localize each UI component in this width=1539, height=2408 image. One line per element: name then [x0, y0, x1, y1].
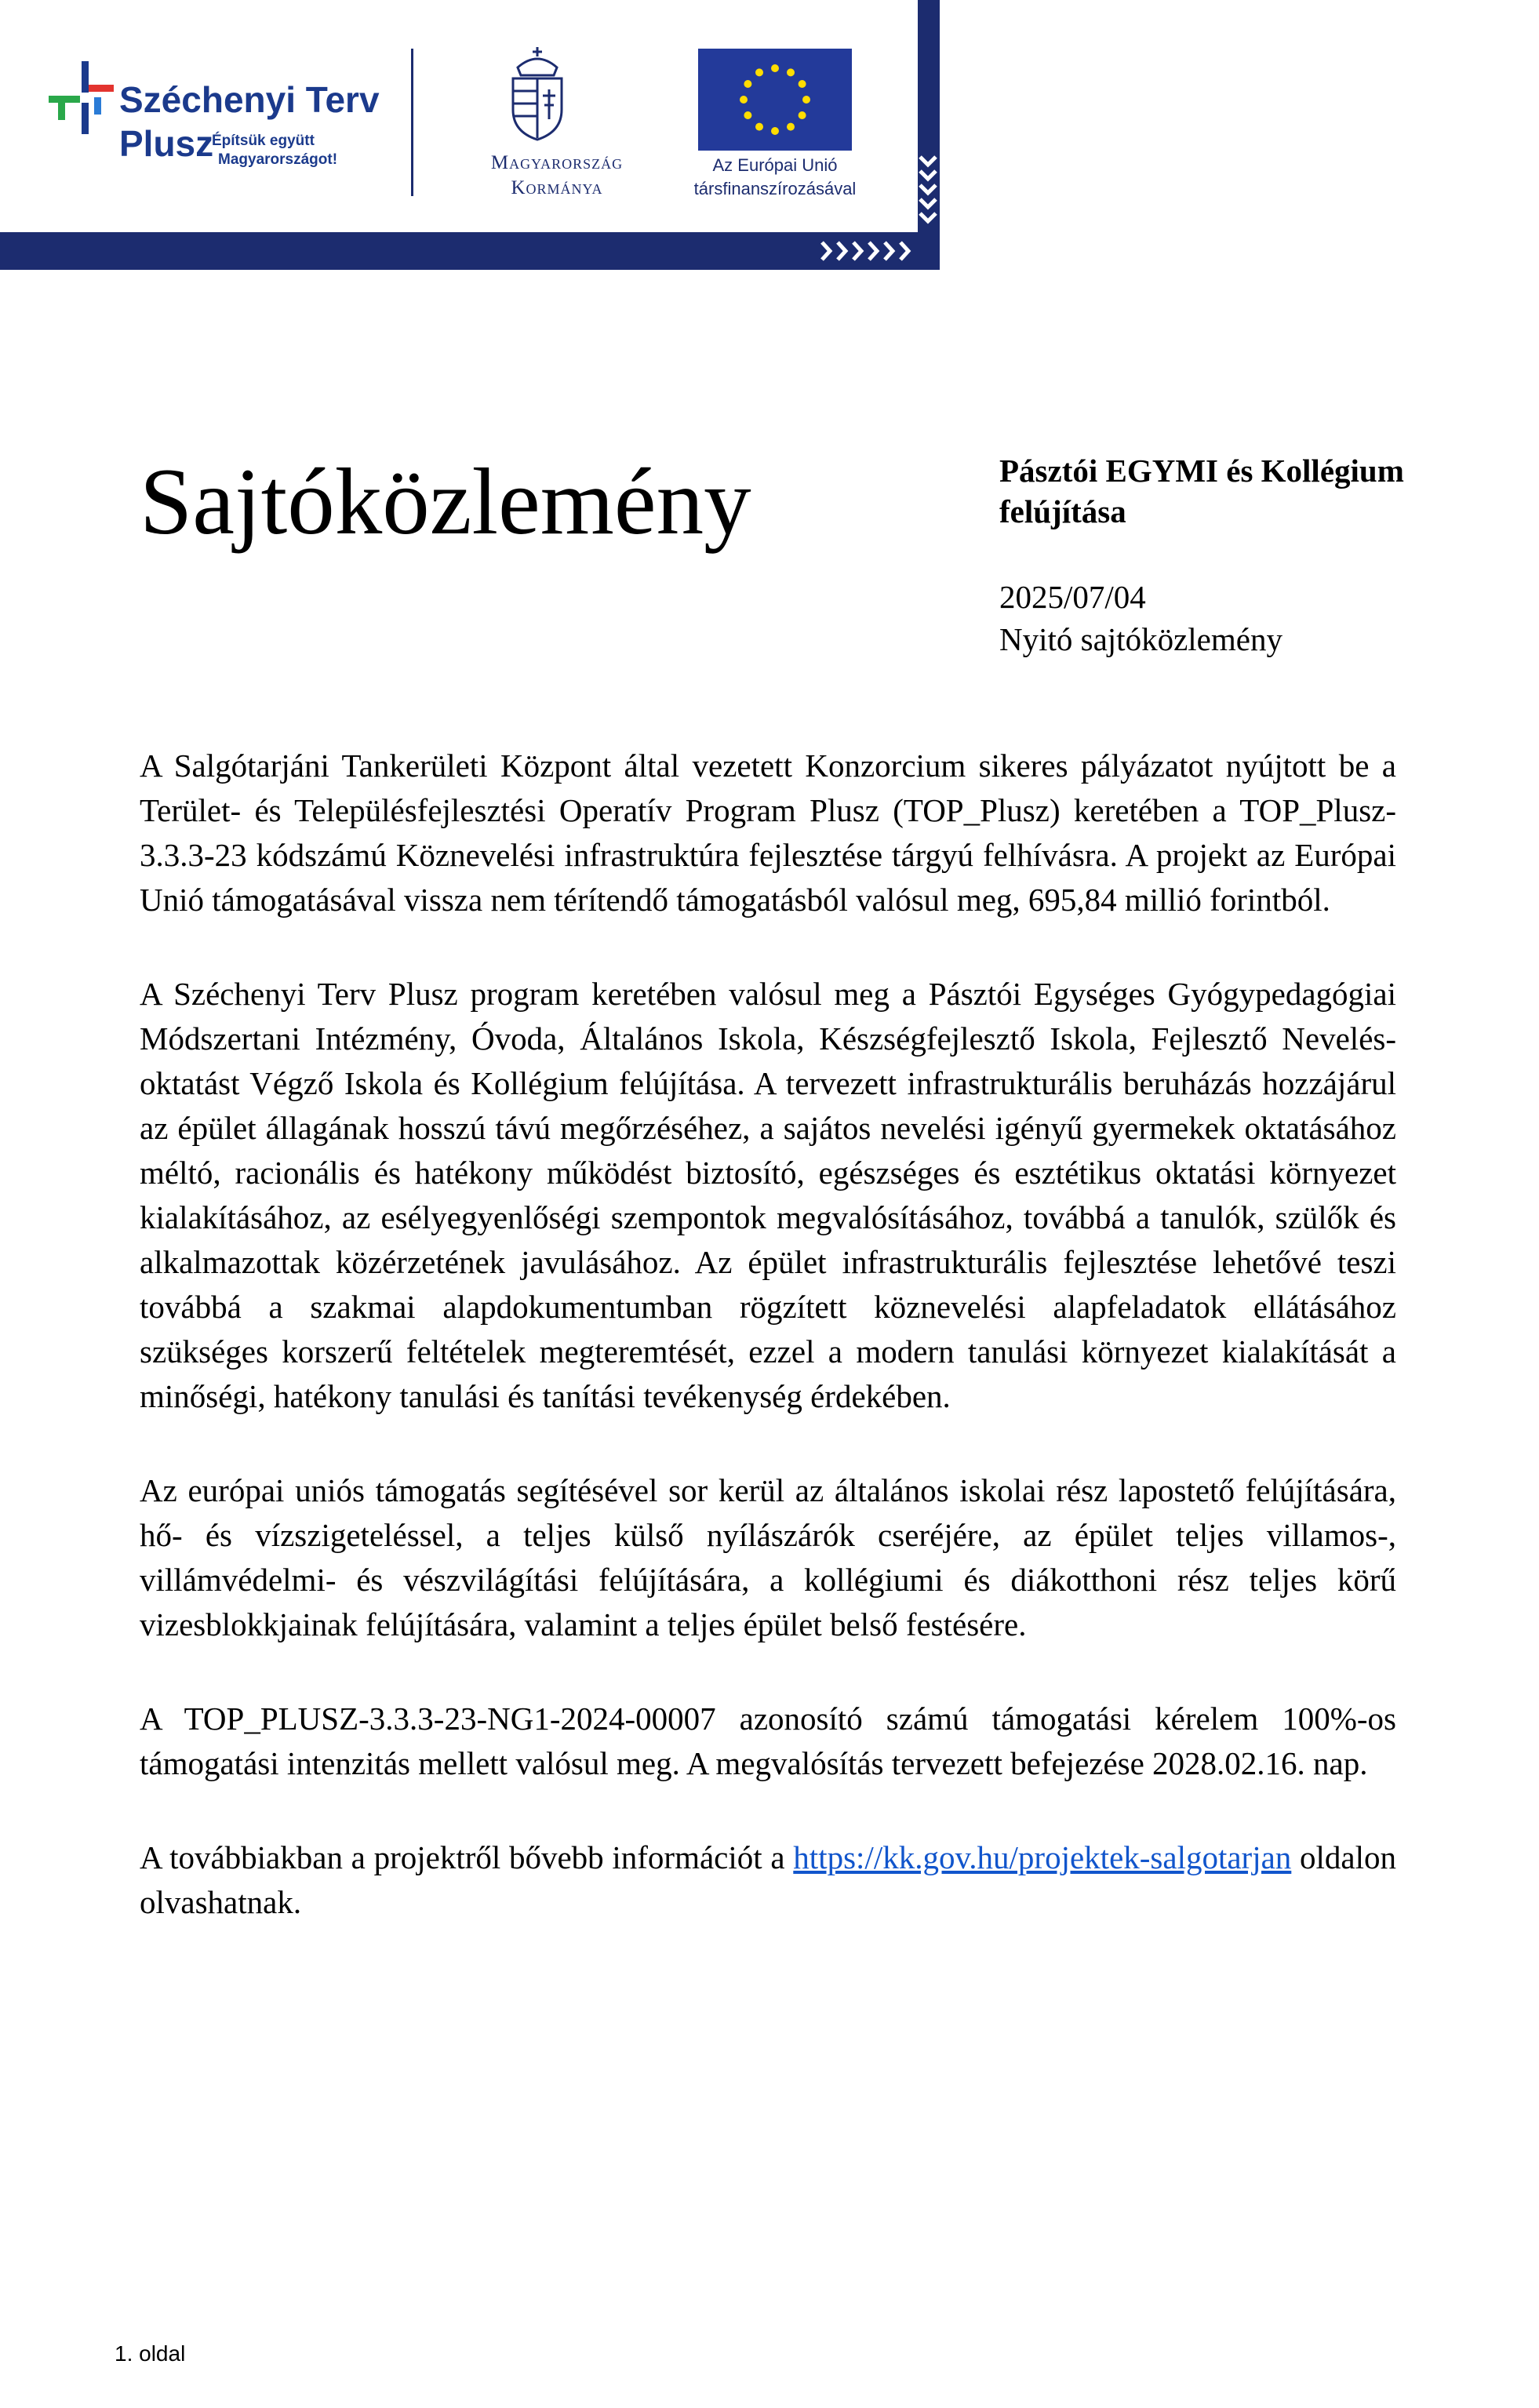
eu-line-2: társfinanszírozásával [693, 179, 857, 198]
document-subject: Pásztói EGYMI és Kollégium felújítása [999, 453, 1404, 529]
paragraph-4: A TOP_PLUSZ-3.3.3-23-NG1-2024-00007 azonosító számú támogatási kérelem 100%-os támogatási intenzitás mellett valósul meg. A megvalósítás tervezett befejezése 2028.02.16. nap. [140, 1701, 1396, 1781]
szechenyi-logo-slogan [212, 132, 337, 169]
banner-bottom-bar [0, 232, 940, 270]
document-date: 2025/07/04 [999, 579, 1146, 615]
chevron-right-decoration-icon [817, 238, 911, 264]
szechenyi-logo-title: Széchenyi Terv [119, 79, 380, 120]
paragraph-2: A Széchenyi Terv Plusz program keretében valósul meg a Pásztói Egységes Gyógypedagógiai Módszertani Intézmény, Óvoda, Általános Iskola, Készségfejlesztő Iskola, Fejlesztő Nevelés-oktatást Végző Iskola és Kollégium felújítása. A tervezett infrastrukturális beruházás hozzájárul az épület állagának hosszú távú megőrzéséhez, a sajátos nevelési igényű gyermekek oktatásához méltó, racionális és hatékony működést biztosító, egészséges és esztétikus oktatási környezet kialakításához, az esélyegyenlőségi szempontok megvalósításához, továbbá a tanulók, szülők és alkalmazottak közérzetének javulásához. Az épület infrastrukturális fejlesztése lehetővé teszi továbbá a szakmai alapdokumentumban rögzített köznevelési alapfeladatok ellátásához szükséges korszerű feltételek megteremtését, ezzel a modern tanulási környezet kialakítását a minőségi, hatékony tanulási és tanítási tevékenység érdekében. [140, 976, 1396, 1414]
slogan-line-1: Építsük együtt [212, 133, 315, 149]
gov-line-2: Kormánya [511, 177, 603, 198]
paragraph-3: Az európai uniós támogatás segítésével sor kerül az általános iskolai rész lapostető felújítására, hő- és vízszigeteléssel, a teljes külső nyílászárók cseréjére, az épület teljes villamos-, villámvédelmi- és vészvilágítási felújítására, a kollégiumi és diákotthoni rész teljes körű vizesblokkjainak felújítására, valamint a teljes épület belső festésére. [140, 1472, 1396, 1642]
document-meta [999, 576, 1501, 660]
closing-text-before: A továbbiakban a projektről bővebb információt a [140, 1839, 794, 1875]
document-title: Sajtóközlemény [140, 449, 751, 555]
banner-right-bar [918, 0, 940, 270]
document-type: Nyitó sajtóközlemény [999, 621, 1282, 657]
szechenyi-logo-plus: Plusz [119, 123, 214, 164]
header-banner [0, 0, 940, 270]
coat-of-arms-icon [502, 44, 573, 143]
closing-text-after: oldalon olvashatnak. [140, 1839, 1396, 1920]
eu-logo-text [668, 154, 882, 201]
logo-divider [411, 49, 413, 196]
eu-line-1: Az Európai Unió [712, 155, 838, 175]
slogan-line-2: Magyarországot! [218, 151, 338, 168]
paragraph-1: A Salgótarjáni Tankerületi Központ által vezetett Konzorcium sikeres pályázatot nyújtott be a Terület- és Településfejlesztési Operatív Program Plusz (TOP_Plusz) keretében a TOP_Plusz-3.3.3-23 kódszámú Köznevelési infrastruktúra fejlesztése tárgyú felhívásra. A projekt az Európai Unió támogatásával vissza nem térítendő támogatásból valósul meg, 695,84 millió forintból. [140, 747, 1396, 918]
szechenyi-cross-logo-icon [49, 61, 119, 140]
chevron-down-decoration-icon [916, 154, 940, 229]
eu-flag-icon [698, 49, 852, 151]
closing-paragraph [140, 1835, 1396, 1925]
gov-line-1: Magyarország [490, 152, 624, 173]
project-link[interactable]: https://kk.gov.hu/projektek-salgotarjan [793, 1839, 1292, 1875]
press-release-body [140, 744, 1396, 1974]
page-number: 1. oldal [115, 2341, 186, 2366]
government-logo-text [439, 151, 675, 201]
